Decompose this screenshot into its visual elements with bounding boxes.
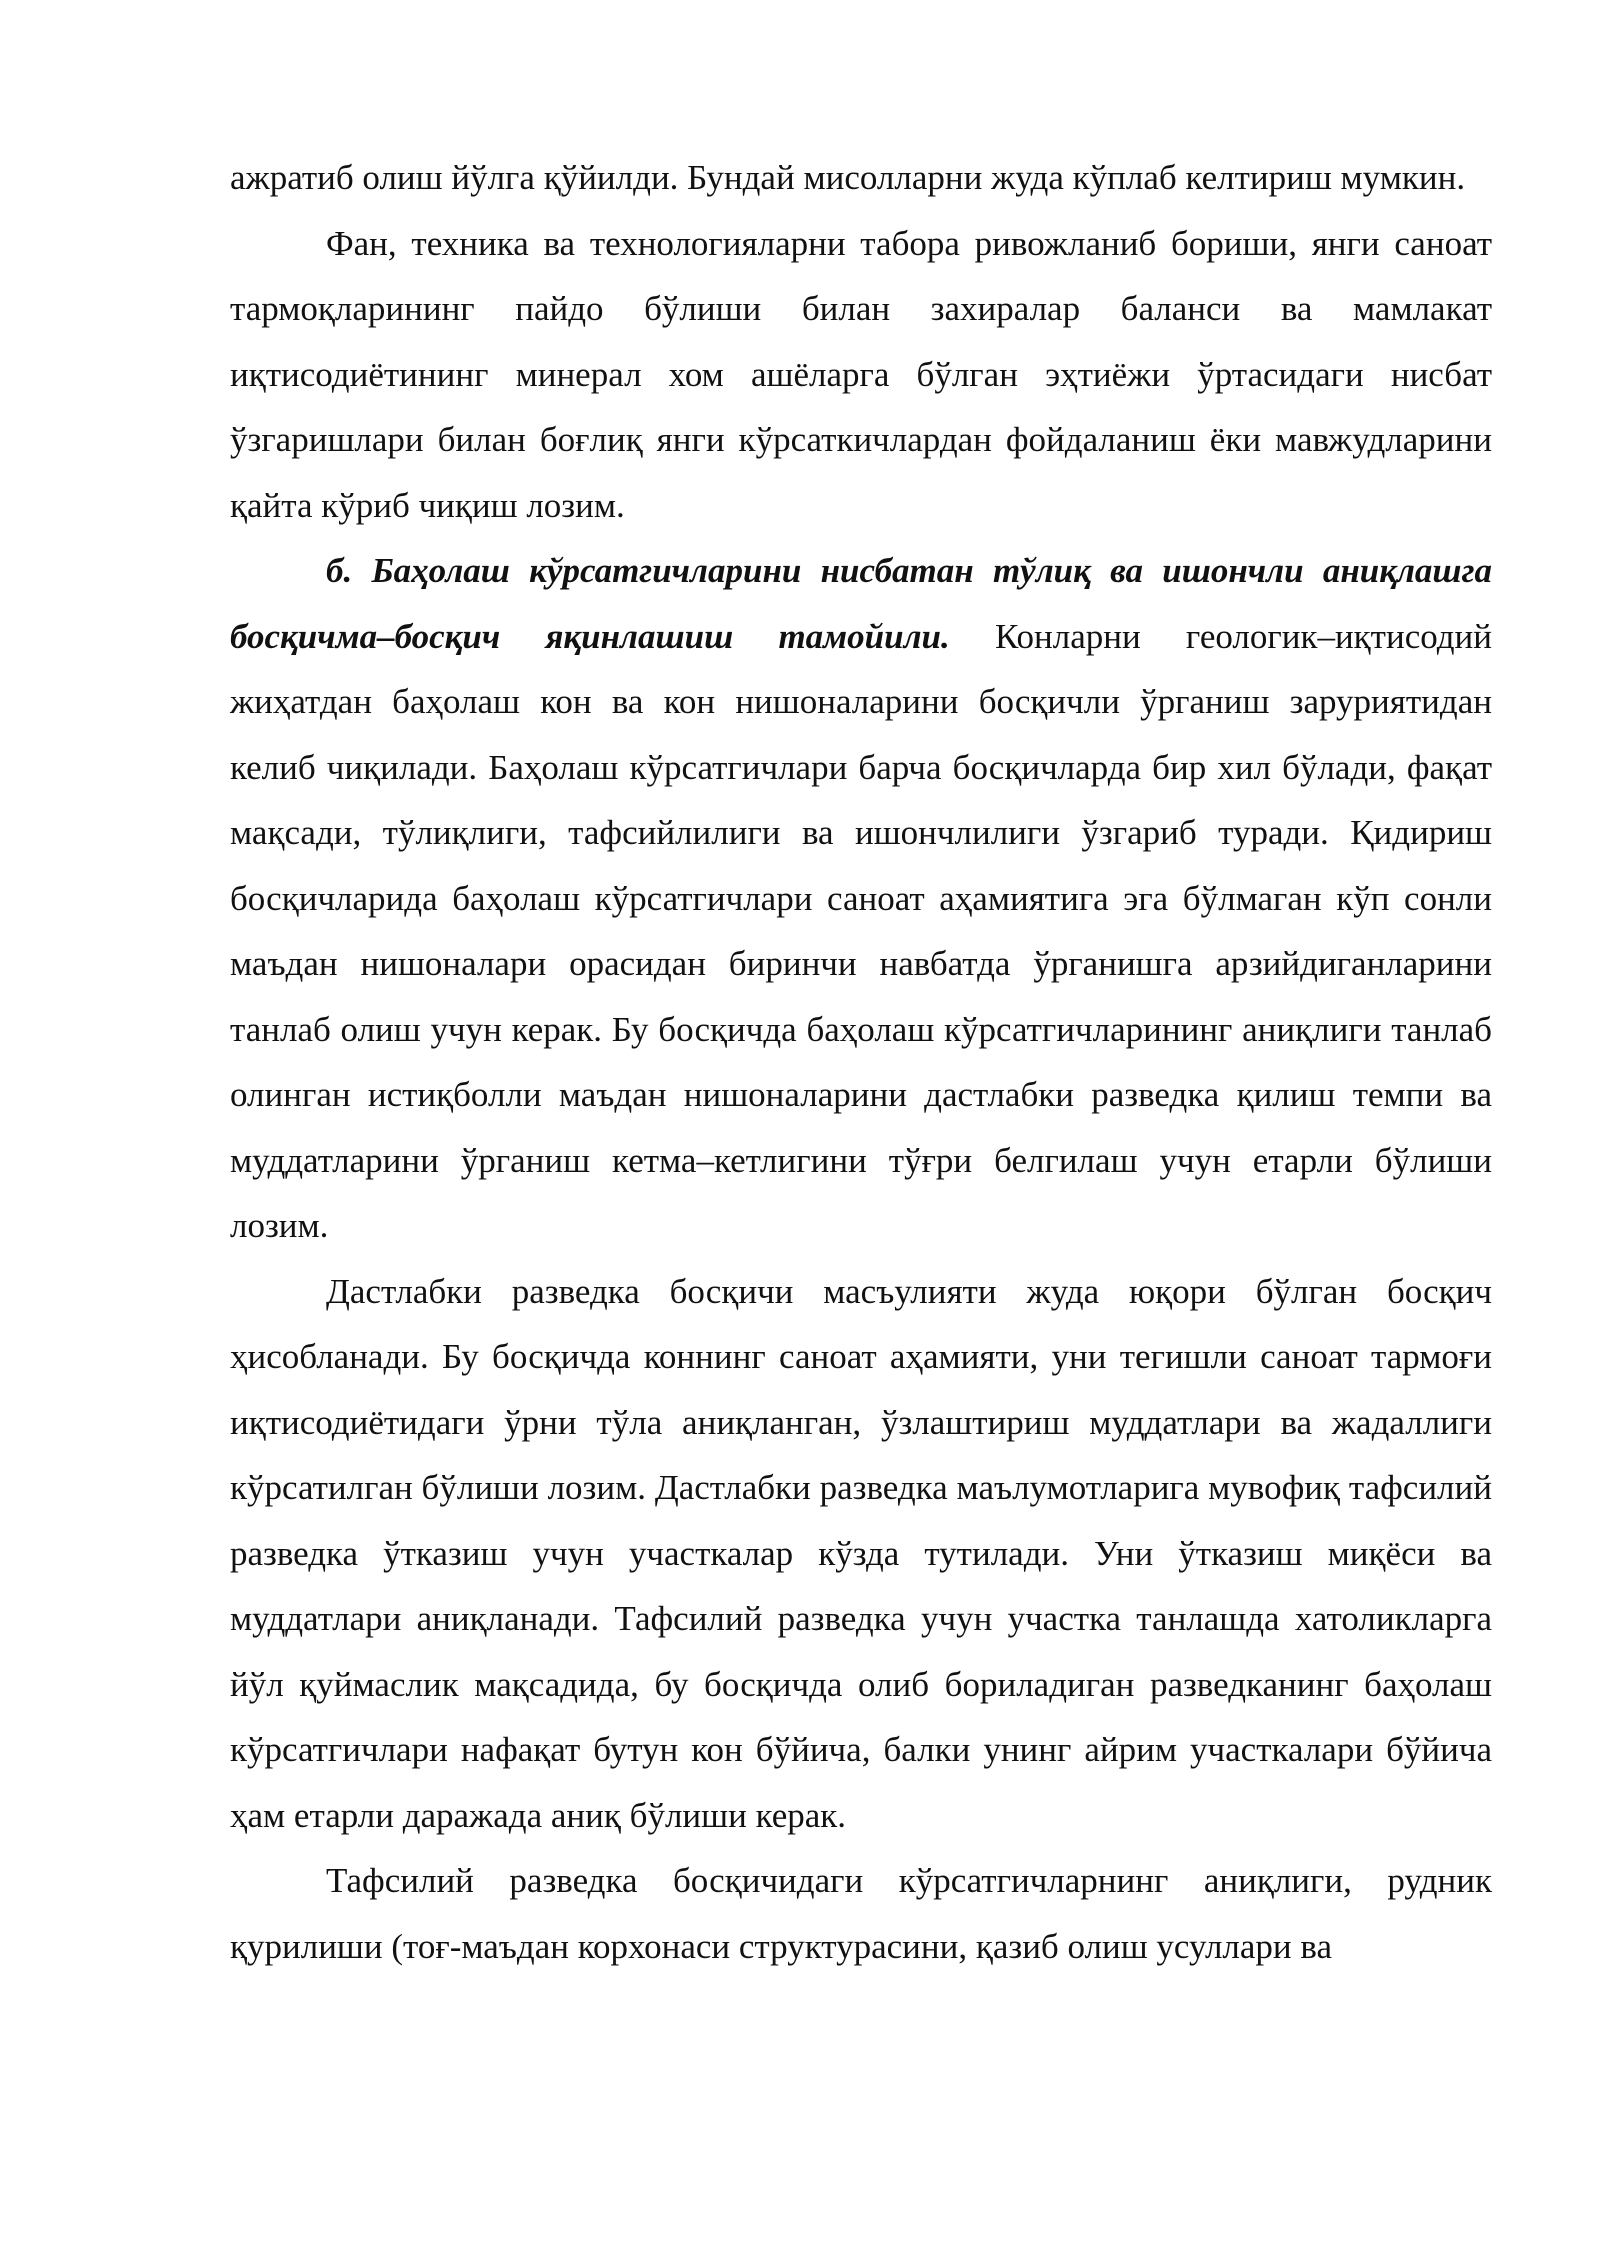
paragraph-2-text: Фан, техника ва технологияларни табора ривожланиб бориши, янги саноат тармоқларининг пайдо бўлиши билан захиралар баланси ва мамлакат иқтисодиётининг минерал хом ашёларга бўлган эҳтиёжи ўртасидаги нисбат ўзгаришлари билан боғлиқ янги кўрсаткичлардан фойдаланиш ёки мавжудларини қайта кўриб чиқиш лозим. <box>230 223 1492 525</box>
paragraph-4-text: Дастлабки разведка босқичи масъулияти жуда юқори бўлган босқич ҳисобланади. Бу босқичда коннинг саноат аҳамияти, уни тегишли саноат тармоғи иқтисодиётидаги ўрни тўла аниқланган, ўзлаштириш муддатлари ва жадаллиги кўрсатилган бўлиши лозим. Дастлабки разведка маълумотларига мувофиқ тафсилий разведка ўтказиш учун участкалар кўзда тутилади. Уни ўтказиш миқёси ва муддатлари аниқланади. Тафсилий разведка учун участка танлашда хатоликларга йўл қуймаслик мақсадида, бу босқичда олиб бориладиган разведканинг баҳолаш кўрсатгичлари нафақат бутун кон бўйича, балки унинг айрим участкалари бўйича ҳам етарли даражада аниқ бўлиши керак. <box>230 1271 1492 1835</box>
document-page <box>230 145 1492 1979</box>
paragraph-3 <box>230 538 1492 1259</box>
paragraph-1-text: ажратиб олиш йўлга қўйилди. Бундай мисолларни жуда кўплаб келтириш мумкин. <box>230 158 1466 197</box>
paragraph-5 <box>230 1848 1492 1979</box>
paragraph-4 <box>230 1259 1492 1849</box>
paragraph-5-text: Тафсилий разведка босқичидаги кўрсатгичларнинг аниқлиги, рудник қурилиши (тоғ-маъдан корхонаси структурасини, қазиб олиш усуллари ва <box>230 1861 1492 1966</box>
paragraph-1 <box>230 145 1492 211</box>
paragraph-3-text: Конларни геологик–иқтисодий жиҳатдан баҳолаш кон ва кон нишоналарини босқичли ўрганиш заруриятидан келиб чиқилади. Баҳолаш кўрсатгичлари барча босқичларда бир хил бўлади, фақат мақсади, тўлиқлиги, тафсийлилиги ва ишончлилиги ўзгариб туради. Қидириш босқичларида баҳолаш кўрсатгичлари саноат аҳамиятига эга бўлмаган кўп сонли маъдан нишоналари орасидан биринчи навбатда ўрганишга арзийдиганларини танлаб олиш учун керак. Бу босқичда баҳолаш кўрсатгичларининг аниқлиги танлаб олинган истиқболли маъдан нишоналарини дастлабки разведка қилиш темпи ва муддатларини ўрганиш кетма–кетлигини тўғри белгилаш учун етарли бўлиши лозим. <box>230 616 1493 1245</box>
paragraph-2 <box>230 211 1492 539</box>
section-heading: б. Баҳолаш кўрсатгичларини нисбатан тўлиқ ва ишончли аниқлашга босқичма–босқич яқинлашиш тамойили. <box>230 551 1492 656</box>
